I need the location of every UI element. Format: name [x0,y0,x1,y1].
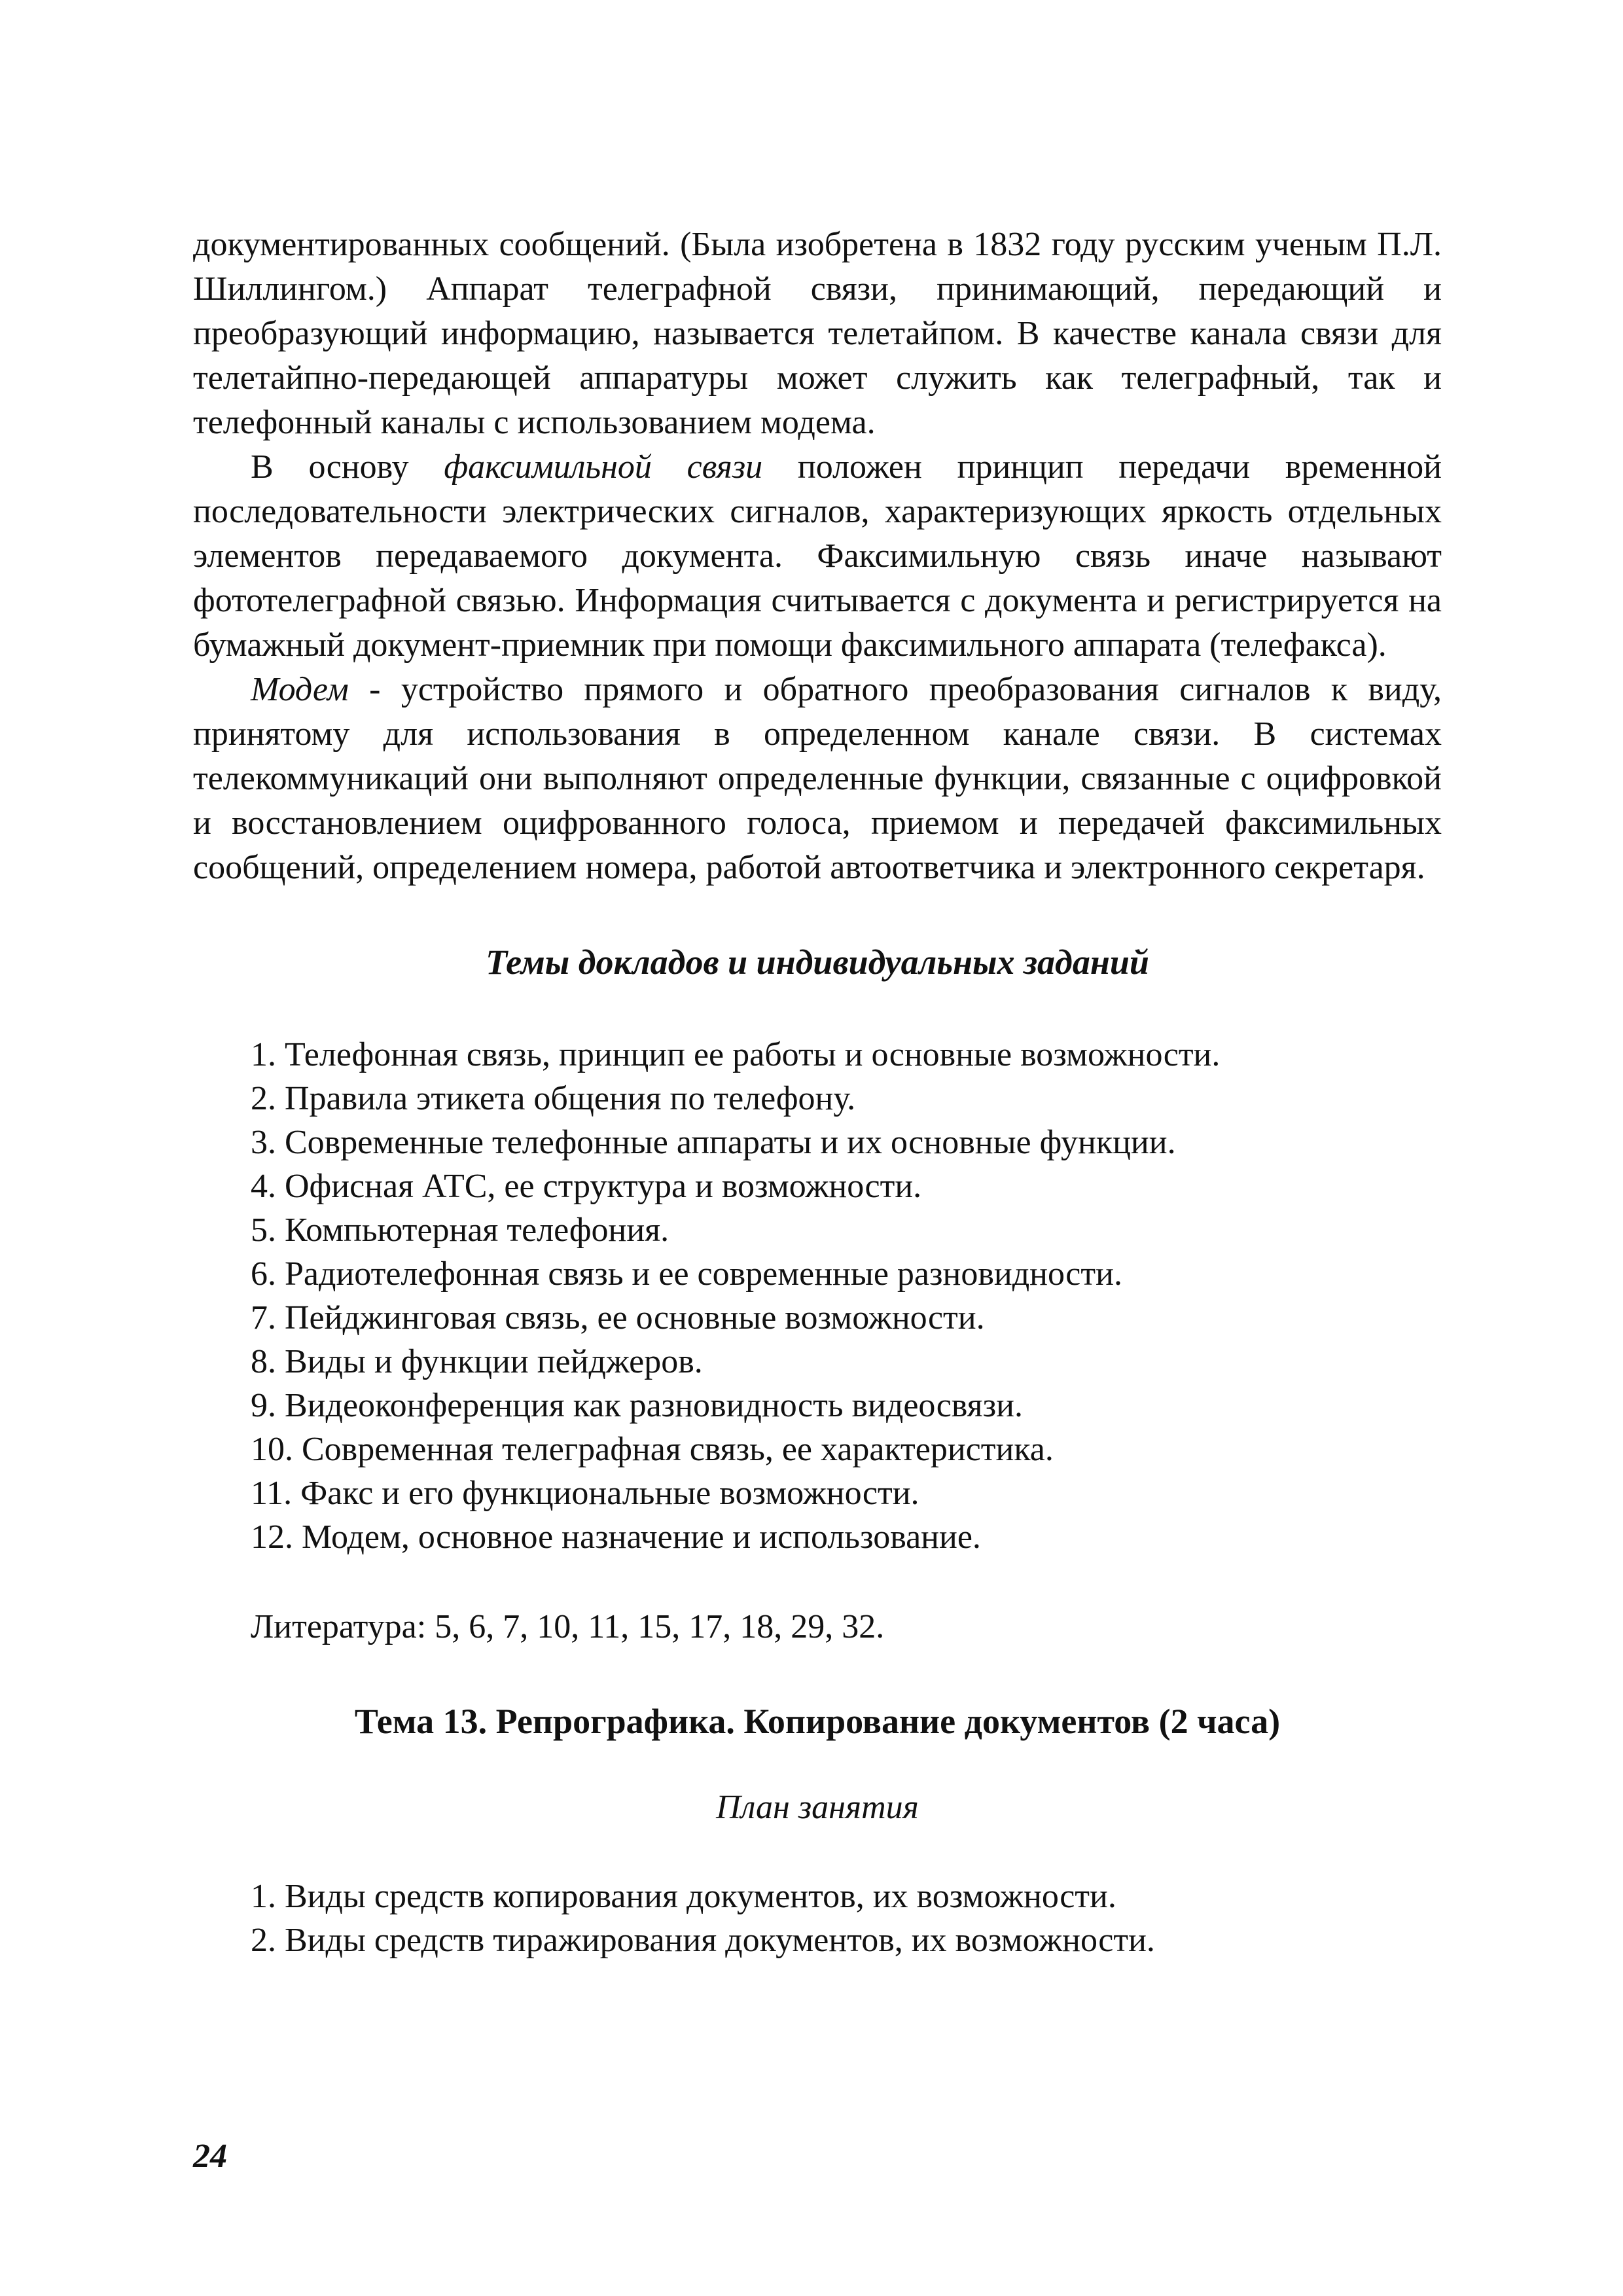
topic-item: 6. Радиотелефонная связь и ее современные разновидности. [251,1255,1122,1293]
topic-item: 4. Офисная АТС, ее структура и возможности. [251,1168,922,1205]
topic-item: 2. Правила этикета общения по телефону. [251,1080,856,1117]
topic-item: 1. Телефонная связь, принцип ее работы и основные возможности. [251,1036,1221,1073]
paragraph-fax [193,445,1442,668]
topic-item: 11. Факс и его функциональные возможности. [251,1475,919,1512]
paragraph-modem-after: - устройство прямого и обратного преобразования сигналов к виду, принятому для использования в определенном канале связи. В системах телекоммуникаций они выполняют определенные функции, связанные с оцифровкой и восстановлением оцифрованного голоса, приемом и передачей факсимильных сообщений, определением номера, работой автоответчика и электронного секретаря. [193,671,1442,886]
topic-item: 3. Современные телефонные аппараты и их основные функции. [251,1124,1176,1161]
topic-item: 8. Виды и функции пейджеров. [251,1343,703,1380]
term-fax: факсимильной связи [444,448,763,486]
plan-item: 2. Виды средств тиражирования документов, их возможности. [251,1922,1155,1959]
plan-item: 1. Виды средств копирования документов, их возможности. [251,1878,1116,1915]
topics-list [193,1033,1442,1559]
paragraph-fax-after: положен принцип передачи временной последовательности электрических сигналов, характеризующих яркость отдельных элементов передаваемого документа. Факсимильную связь иначе называют фототелеграфной связью. Информация считывается с документа и регистрируется на бумажный документ-приемник при помощи факсимильного аппарата (телефакса). [193,448,1442,664]
paragraph-modem [193,668,1442,890]
topic-item: 5. Компьютерная телефония. [251,1211,669,1249]
topic-item: 9. Видеоконференция как разновидность видеосвязи. [251,1387,1023,1424]
plan-heading: План занятия [716,1789,919,1826]
plan-list [193,1874,1442,1962]
paragraph-fax-before: В основу [251,448,444,486]
page-content [193,223,1442,1962]
paragraph-telegraph: документированных сообщений. (Была изобретена в 1832 году русским ученым П.Л. Шиллингом.) Аппарат телеграфной связи, принимающий, передающий и преобразующий информацию, называется телетайпом. В качестве канала связи для телетайпно-передающей аппаратуры может служить как телеграфный, так и телефонный каналы с использованием модема. [193,226,1442,441]
topics-heading: Темы докладов и индивидуальных заданий [486,942,1149,982]
topic13-heading: Тема 13. Репрографика. Копирование документов (2 часа) [354,1702,1281,1741]
topic-item: 10. Современная телеграфная связь, ее характеристика. [251,1431,1054,1468]
term-modem: Модем [251,671,349,708]
topic-item: 12. Модем, основное назначение и использование. [251,1518,981,1556]
topic-item: 7. Пейджинговая связь, ее основные возможности. [251,1299,985,1336]
literature-line: Литература: 5, 6, 7, 10, 11, 15, 17, 18, 29, 32. [251,1608,885,1645]
page-number: 24 [193,2138,227,2175]
